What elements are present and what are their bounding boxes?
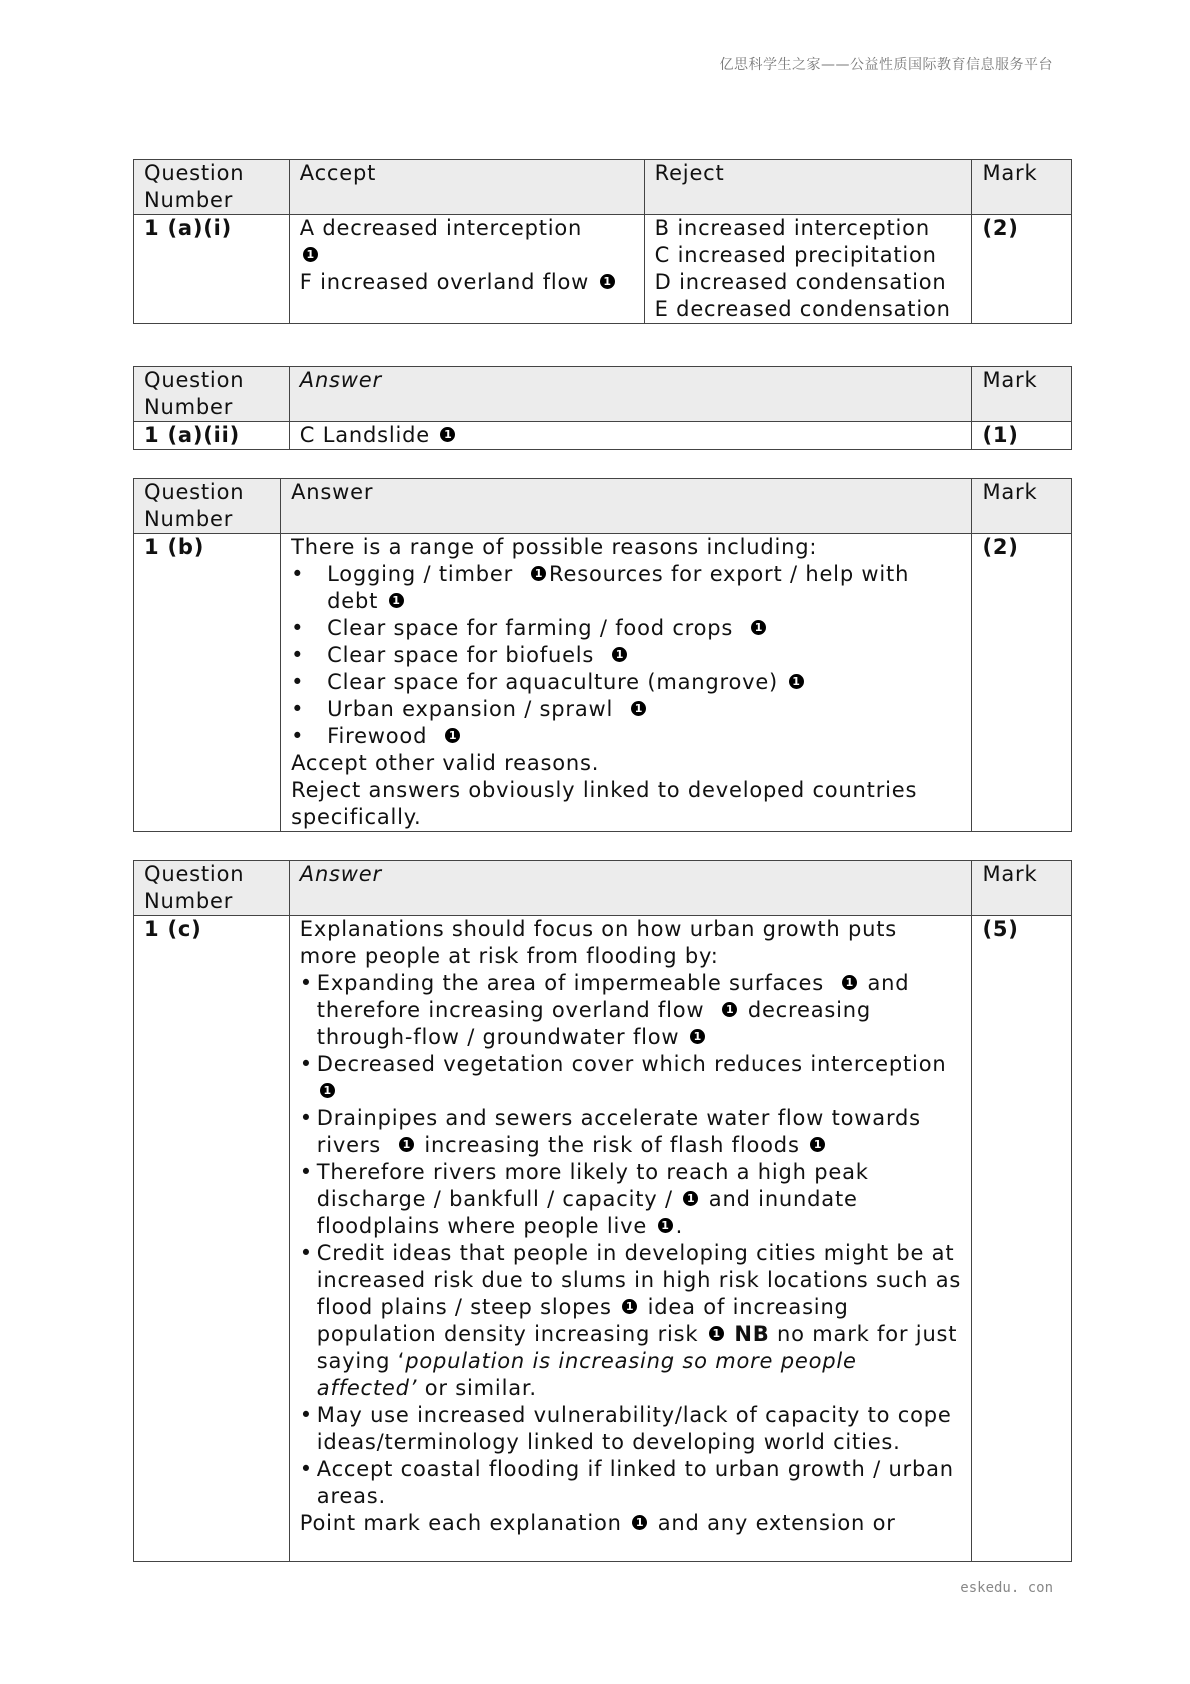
header-mark: Mark	[972, 367, 1072, 422]
accept-item: F increased overland flow 1	[300, 269, 634, 296]
header-watermark: 亿思科学生之家——公益性质国际教育信息服务平台	[719, 57, 1053, 73]
header-answer: Answer	[289, 367, 972, 422]
header-reject: Reject	[644, 160, 972, 215]
list-item: • Urban expansion / sprawl 1	[327, 696, 961, 723]
mark-point-icon	[751, 620, 766, 635]
list-item: • Therefore rivers more likely to reach a high peak discharge / bankfull / capacity / 1 and inundate floodplains where people live 1 .	[317, 1159, 962, 1240]
mark-point-icon	[842, 975, 857, 990]
list-item: • Clear space for aquaculture (mangrove) 1	[327, 669, 961, 696]
mark-point-icon	[320, 1083, 335, 1098]
list-item: • Drainpipes and sewers accelerate water flow towards rivers 1 increasing the risk of flash floods 1	[317, 1105, 962, 1159]
mark-point-icon	[531, 566, 546, 581]
header-question-number: Question Number	[134, 160, 290, 215]
mark-point-icon	[600, 274, 615, 289]
table-row	[134, 422, 1072, 450]
mark-value: (2)	[972, 534, 1072, 832]
answer-intro: Explanations should focus on how urban growth puts more people at risk from flooding by:	[299, 917, 898, 968]
list-item: • Accept coastal flooding if linked to urban growth / urban areas.	[317, 1456, 962, 1510]
question-number: 1 (a)(i)	[134, 215, 290, 324]
mark-point-icon	[303, 247, 318, 262]
header-question-number: Question Number	[134, 479, 281, 534]
closing-note: Point mark each explanation 1 and any extension or	[300, 1510, 962, 1537]
table-row	[134, 916, 1072, 1562]
header-question-number: Question Number	[134, 367, 290, 422]
answer-cell	[289, 916, 972, 1562]
mark-point-icon	[658, 1218, 673, 1233]
accept-item: A decreased interception 1	[300, 215, 634, 269]
list-item: • Expanding the area of impermeable surfaces 1 and therefore increasing overland flow 1 decreasing through-flow / groundwater flow 1	[317, 970, 962, 1051]
reject-item: B increased interception	[654, 216, 930, 240]
footer-site: eskedu. con	[960, 1580, 1053, 1596]
mark-table-1b	[133, 478, 1072, 832]
list-item: • May use increased vulnerability/lack of capacity to cope ideas/terminology linked to developing world cities.	[317, 1402, 962, 1456]
mark-table-1a-i	[133, 159, 1072, 324]
mark-point-icon	[722, 1002, 737, 1017]
mark-point-icon	[789, 674, 804, 689]
reject-item: D increased condensation	[654, 270, 947, 294]
mark-point-icon	[632, 1515, 647, 1530]
header-mark: Mark	[972, 160, 1072, 215]
mark-value: (1)	[972, 422, 1072, 450]
table-row	[134, 215, 1072, 324]
question-number: 1 (a)(ii)	[134, 422, 290, 450]
table-header-row	[134, 861, 1072, 916]
mark-point-icon	[810, 1137, 825, 1152]
table-row	[134, 534, 1072, 832]
header-accept: Accept	[289, 160, 644, 215]
mark-point-icon	[631, 701, 646, 716]
answer-cell	[281, 534, 972, 832]
mark-point-icon	[389, 593, 404, 608]
header-answer: Answer	[281, 479, 972, 534]
header-mark: Mark	[972, 479, 1072, 534]
table-header-row	[134, 479, 1072, 534]
mark-point-icon	[399, 1137, 414, 1152]
mark-value: (2)	[972, 215, 1072, 324]
table-header-row	[134, 160, 1072, 215]
list-item: • Logging / timber 1 Resources for export / help with debt 1	[327, 561, 961, 615]
question-number: 1 (b)	[134, 534, 281, 832]
accept-cell	[289, 215, 644, 324]
mark-table-1a-ii	[133, 366, 1072, 450]
reject-cell	[644, 215, 972, 324]
answer-intro: There is a range of possible reasons including:	[291, 535, 818, 559]
mark-point-icon	[612, 647, 627, 662]
list-item: • Clear space for farming / food crops 1	[327, 615, 961, 642]
table-header-row	[134, 367, 1072, 422]
header-answer: Answer	[289, 861, 972, 916]
list-item: • Decreased vegetation cover which reduces interception 1	[317, 1051, 962, 1105]
explanations-list	[300, 970, 962, 1510]
reasons-list	[291, 561, 961, 750]
mark-point-icon	[690, 1029, 705, 1044]
question-number: 1 (c)	[134, 916, 290, 1562]
mark-point-icon	[440, 427, 455, 442]
mark-point-icon	[445, 728, 460, 743]
mark-point-icon	[683, 1191, 698, 1206]
list-item: • Credit ideas that people in developing cities might be at increased risk due to slums in high risk locations such as flood plains / steep slopes 1 idea of increasing population density increasing risk 1 NB no mark for just saying ‘population is increasing so more people affected’ or similar.	[317, 1240, 962, 1402]
reject-note: Reject answers obviously linked to developed countries specifically.	[291, 778, 918, 829]
list-item: • Clear space for biofuels 1	[327, 642, 961, 669]
reject-item: E decreased condensation	[654, 297, 951, 321]
mark-point-icon	[709, 1326, 724, 1341]
header-question-number: Question Number	[134, 861, 290, 916]
header-mark: Mark	[972, 861, 1072, 916]
mark-value: (5)	[972, 916, 1072, 1562]
answer-cell: C Landslide 1	[289, 422, 972, 450]
mark-point-icon	[622, 1299, 637, 1314]
accept-note: Accept other valid reasons.	[291, 751, 600, 775]
mark-table-1c	[133, 860, 1072, 1562]
reject-item: C increased precipitation	[654, 243, 937, 267]
list-item: • Firewood 1	[327, 723, 961, 750]
